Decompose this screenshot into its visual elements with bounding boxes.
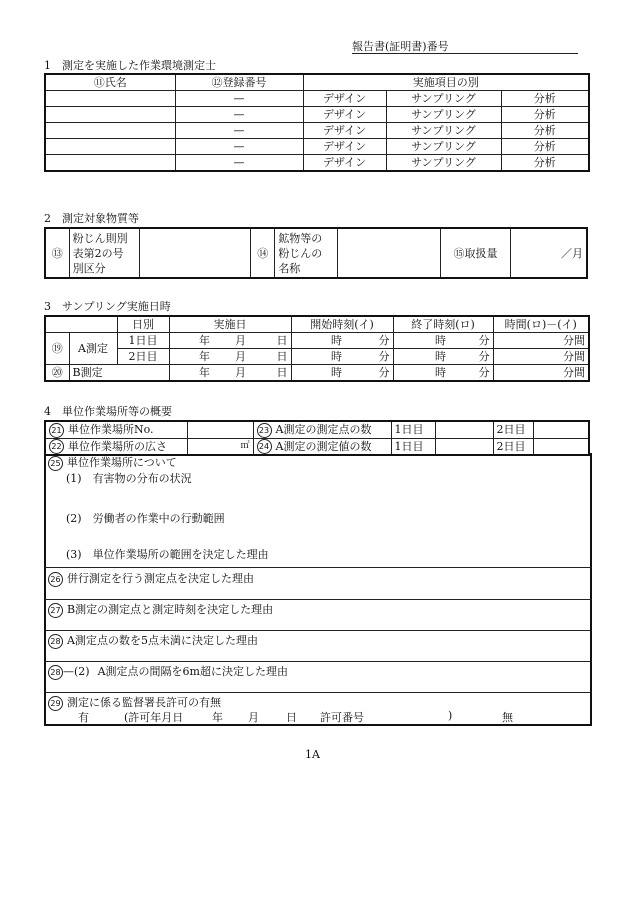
- sampling-cell[interactable]: サンプリング: [386, 91, 501, 107]
- design-cell[interactable]: デザイン: [303, 91, 386, 107]
- s3-end-header: 終了時刻(ロ): [393, 316, 493, 333]
- duration-cell[interactable]: 分間: [493, 349, 589, 365]
- section3-table: [44, 315, 590, 382]
- sampling-cell[interactable]: サンプリング: [386, 155, 501, 172]
- field23-day1-value[interactable]: [435, 421, 493, 438]
- field21-text: 単位作業場所No.: [68, 423, 154, 436]
- analysis-cell[interactable]: 分析: [501, 107, 589, 123]
- s3-blank: [45, 316, 117, 333]
- permit-day[interactable]: 日: [286, 711, 297, 724]
- s3-day-header: 日別: [117, 316, 169, 333]
- analysis-cell[interactable]: 分析: [501, 155, 589, 172]
- field25-sub3: (3) 単位作業場所の範囲を決定した理由: [66, 548, 269, 561]
- field28-2-prefix: —(2): [63, 665, 90, 678]
- table-row: [45, 107, 589, 123]
- b-measure-label: B測定: [69, 365, 169, 382]
- field27-block[interactable]: [44, 600, 592, 631]
- s3-date-header: 実施日: [169, 316, 291, 333]
- permit-close-paren: ): [448, 709, 453, 722]
- field24-text: A測定の測定値の数: [275, 439, 372, 453]
- end-min-cell[interactable]: 分: [449, 333, 493, 349]
- permit-number-label: 許可番号: [320, 711, 364, 724]
- report-number-label: [352, 38, 578, 54]
- field14-label-line: 粉じんの: [278, 246, 323, 260]
- field25-number: 25: [48, 456, 63, 471]
- field28-2-number: 28: [48, 665, 63, 680]
- permit-month[interactable]: 月: [248, 711, 259, 724]
- field21-label: [45, 421, 187, 438]
- field25-block[interactable]: [44, 453, 592, 568]
- page-number: 1A: [305, 748, 320, 761]
- field27-number: 27: [48, 603, 63, 618]
- year-cell[interactable]: 年: [169, 333, 213, 349]
- field26-number: 26: [48, 572, 63, 587]
- field27-heading: [48, 601, 273, 618]
- field28-block[interactable]: [44, 631, 592, 662]
- field22-text: 単位作業場所の広さ: [68, 439, 167, 453]
- field22-number: 22: [49, 439, 64, 454]
- reg-cell[interactable]: —: [175, 107, 303, 123]
- table-row: [45, 123, 589, 139]
- field14-label: [275, 228, 337, 278]
- field25-sub1: (1) 有害物の分布の状況: [66, 472, 192, 485]
- field28-text: A測定点の数を5点未満に決定した理由: [67, 634, 258, 647]
- name-cell[interactable]: [45, 107, 175, 123]
- analysis-cell[interactable]: 分析: [501, 91, 589, 107]
- day1-label: 1日目: [117, 333, 169, 349]
- field28-2-heading: [48, 663, 288, 680]
- field23-day2-value[interactable]: [533, 421, 589, 438]
- end-hour-cell[interactable]: 時: [393, 349, 449, 365]
- end-hour-cell[interactable]: 時: [393, 333, 449, 349]
- col-items-header: 実施項目の別: [303, 74, 589, 91]
- field15-label: ⑮取扱量: [440, 228, 510, 278]
- permit-no[interactable]: 無: [502, 711, 513, 724]
- section2-title: 2 測定対象物質等: [44, 212, 139, 225]
- table-row: [45, 139, 589, 155]
- field24-number: 24: [257, 439, 272, 454]
- field14-value[interactable]: [337, 228, 440, 278]
- permit-date-label: (許可年月日: [124, 711, 184, 724]
- field21-value[interactable]: [187, 421, 253, 438]
- design-cell[interactable]: デザイン: [303, 107, 386, 123]
- day-cell[interactable]: 日: [249, 365, 291, 382]
- field13-number: ⑬: [45, 228, 69, 278]
- field29-number: 29: [48, 696, 63, 711]
- field23-number: 23: [257, 423, 272, 438]
- field28-2-block[interactable]: [44, 662, 592, 693]
- month-cell[interactable]: 月: [213, 349, 249, 365]
- field29-block[interactable]: [44, 693, 592, 726]
- table-row: [45, 91, 589, 107]
- name-cell[interactable]: [45, 155, 175, 172]
- end-min-cell[interactable]: 分: [449, 349, 493, 365]
- sampling-cell[interactable]: サンプリング: [386, 139, 501, 155]
- section4-top-table: [44, 420, 590, 456]
- reg-cell[interactable]: —: [175, 139, 303, 155]
- end-min-cell[interactable]: 分: [449, 365, 493, 382]
- table-row: [45, 155, 589, 172]
- report-number-text: 報告書(証明書)番号: [352, 40, 449, 53]
- s3-start-header: 開始時刻(イ): [291, 316, 393, 333]
- field13-label-line: 別区分: [72, 261, 106, 275]
- section1-table: [44, 73, 590, 172]
- reg-cell[interactable]: —: [175, 91, 303, 107]
- field13-value[interactable]: [139, 228, 250, 278]
- a-measure-number: ⑲: [45, 333, 69, 365]
- field28-heading: [48, 632, 258, 649]
- section3-title: 3 サンプリング実施日時: [44, 300, 171, 313]
- field26-heading: [48, 570, 254, 587]
- field24-day1-label: 1日目: [391, 438, 435, 455]
- col-name-header: ⑪氏名: [45, 74, 175, 91]
- analysis-cell[interactable]: 分析: [501, 139, 589, 155]
- field13-label: [69, 228, 139, 278]
- month-cell[interactable]: 月: [213, 333, 249, 349]
- start-min-cell[interactable]: 分: [345, 349, 393, 365]
- start-min-cell[interactable]: 分: [345, 365, 393, 382]
- year-cell[interactable]: 年: [169, 365, 213, 382]
- field28-number: 28: [48, 634, 63, 649]
- start-hour-cell[interactable]: 時: [291, 365, 345, 382]
- year-cell[interactable]: 年: [169, 349, 213, 365]
- design-cell[interactable]: デザイン: [303, 139, 386, 155]
- design-cell[interactable]: デザイン: [303, 123, 386, 139]
- b-measure-number: ⑳: [45, 365, 69, 382]
- table-row: [45, 365, 589, 382]
- field27-text: B測定の測定点と測定時刻を決定した理由: [67, 603, 274, 616]
- duration-cell[interactable]: 分間: [493, 333, 589, 349]
- end-hour-cell[interactable]: 時: [393, 365, 449, 382]
- sampling-cell[interactable]: サンプリング: [386, 107, 501, 123]
- permit-yes[interactable]: 有: [78, 711, 89, 724]
- month-cell[interactable]: 月: [213, 365, 249, 382]
- section2-table: [44, 227, 588, 279]
- reg-cell[interactable]: —: [175, 123, 303, 139]
- field23-day1-label: 1日目: [391, 421, 435, 438]
- s3-duration-header: 時間(ロ)－(イ): [493, 316, 589, 333]
- field28-2-text: A測定点の間隔を6m超に決定した理由: [97, 665, 288, 678]
- design-cell[interactable]: デザイン: [303, 155, 386, 172]
- field14-label-line: 名称: [278, 261, 301, 275]
- field23-label: [253, 421, 391, 438]
- analysis-cell[interactable]: 分析: [501, 123, 589, 139]
- field25-text: 単位作業場所について: [67, 456, 177, 469]
- field21-number: 21: [49, 423, 64, 438]
- field14-label-line: 鉱物等の: [278, 231, 323, 245]
- field23-day2-label: 2日目: [493, 421, 533, 438]
- day2-label: 2日目: [117, 349, 169, 365]
- duration-cell[interactable]: 分間: [493, 365, 589, 382]
- field22-value[interactable]: ㎡: [187, 438, 253, 455]
- field26-text: 併行測定を行う測定点を決定した理由: [67, 572, 254, 585]
- name-cell[interactable]: [45, 91, 175, 107]
- table-row: [45, 333, 589, 349]
- field24-day2-label: 2日目: [493, 438, 533, 455]
- field23-text: A測定の測定点の数: [275, 423, 372, 436]
- section4-title: 4 単位作業場所等の概要: [44, 405, 172, 418]
- start-hour-cell[interactable]: 時: [291, 349, 345, 365]
- start-hour-cell[interactable]: 時: [291, 333, 345, 349]
- reg-cell[interactable]: —: [175, 155, 303, 172]
- permit-year[interactable]: 年: [212, 711, 223, 724]
- field13-label-line: 粉じん則別: [72, 231, 128, 245]
- field26-block[interactable]: [44, 568, 592, 600]
- start-min-cell[interactable]: 分: [345, 333, 393, 349]
- field25-heading: [48, 454, 177, 471]
- field14-number: ⑭: [251, 228, 275, 278]
- day-cell[interactable]: 日: [249, 349, 291, 365]
- name-cell[interactable]: [45, 123, 175, 139]
- section1-title: 1 測定を実施した作業環境測定士: [44, 59, 216, 72]
- a-measure-label: A測定: [69, 333, 117, 365]
- field15-value[interactable]: ／月: [511, 228, 587, 278]
- table-row: [45, 349, 589, 365]
- col-reg-header: ⑫登録番号: [175, 74, 303, 91]
- sampling-cell[interactable]: サンプリング: [386, 123, 501, 139]
- day-cell[interactable]: 日: [249, 333, 291, 349]
- field13-label-line: 表第2の号: [72, 246, 124, 260]
- field29-text: 測定に係る監督署長許可の有無: [67, 696, 221, 709]
- name-cell[interactable]: [45, 139, 175, 155]
- field25-sub2: (2) 労働者の作業中の行動範囲: [66, 512, 225, 525]
